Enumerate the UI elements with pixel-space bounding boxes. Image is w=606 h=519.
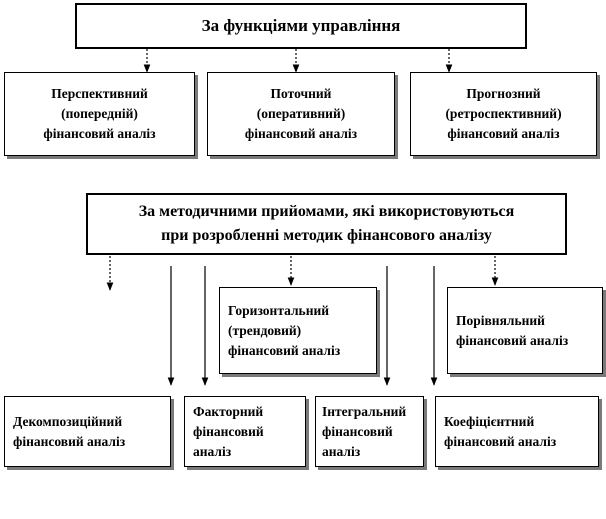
header-text: при розробленні методик фінансового аналізу: [161, 227, 492, 244]
integral-analysis-box: [315, 396, 424, 467]
box-line: (оперативний): [256, 106, 346, 121]
box-line: аналіз: [322, 443, 361, 459]
box-line: фінансовий: [193, 423, 264, 439]
comparative-analysis-box: [447, 287, 603, 374]
box-line: фінансовий аналіз: [447, 126, 560, 141]
box-line: (попередній): [61, 106, 138, 121]
box-line: фінансовий аналіз: [13, 433, 126, 449]
box-line: фінансовий: [322, 423, 393, 439]
box-line: Інтегральний: [322, 403, 407, 419]
box-line: Прогнозний: [466, 86, 541, 101]
factor-analysis-box: [184, 396, 306, 467]
box-line: фінансовий аналіз: [244, 126, 358, 141]
box-line: (трендовий): [228, 322, 302, 338]
box-line: фінансовий аналіз: [43, 126, 156, 141]
box-line: (ретроспективний): [445, 106, 562, 121]
box-line: Горизонтальний: [228, 302, 330, 318]
box-line: Порівняльний: [456, 312, 545, 328]
header-text: За функціями управління: [201, 16, 401, 35]
box-line: аналіз: [193, 443, 232, 459]
box-line: фінансовий аналіз: [228, 342, 341, 358]
horizontal-analysis-box: [219, 287, 377, 374]
box-line: Коефіцієнтний: [444, 413, 535, 429]
box-line: Факторний: [193, 403, 264, 419]
box-line: Перспективний: [51, 86, 148, 101]
forecast-analysis-box: [410, 72, 597, 156]
methodical-techniques-header: [86, 193, 567, 255]
box-line: фінансовий аналіз: [456, 332, 569, 348]
header-text: За методичними прийомами, які використовуються: [138, 203, 515, 220]
box-line: фінансовий аналіз: [444, 433, 557, 449]
box-line: Декомпозиційний: [13, 413, 123, 429]
decomposition-analysis-box: [4, 396, 171, 467]
current-analysis-box: [207, 72, 395, 156]
perspective-analysis-box: [4, 72, 195, 156]
management-functions-header: [75, 3, 527, 49]
coefficient-analysis-box: [435, 396, 599, 467]
box-line: Поточний: [270, 86, 332, 101]
